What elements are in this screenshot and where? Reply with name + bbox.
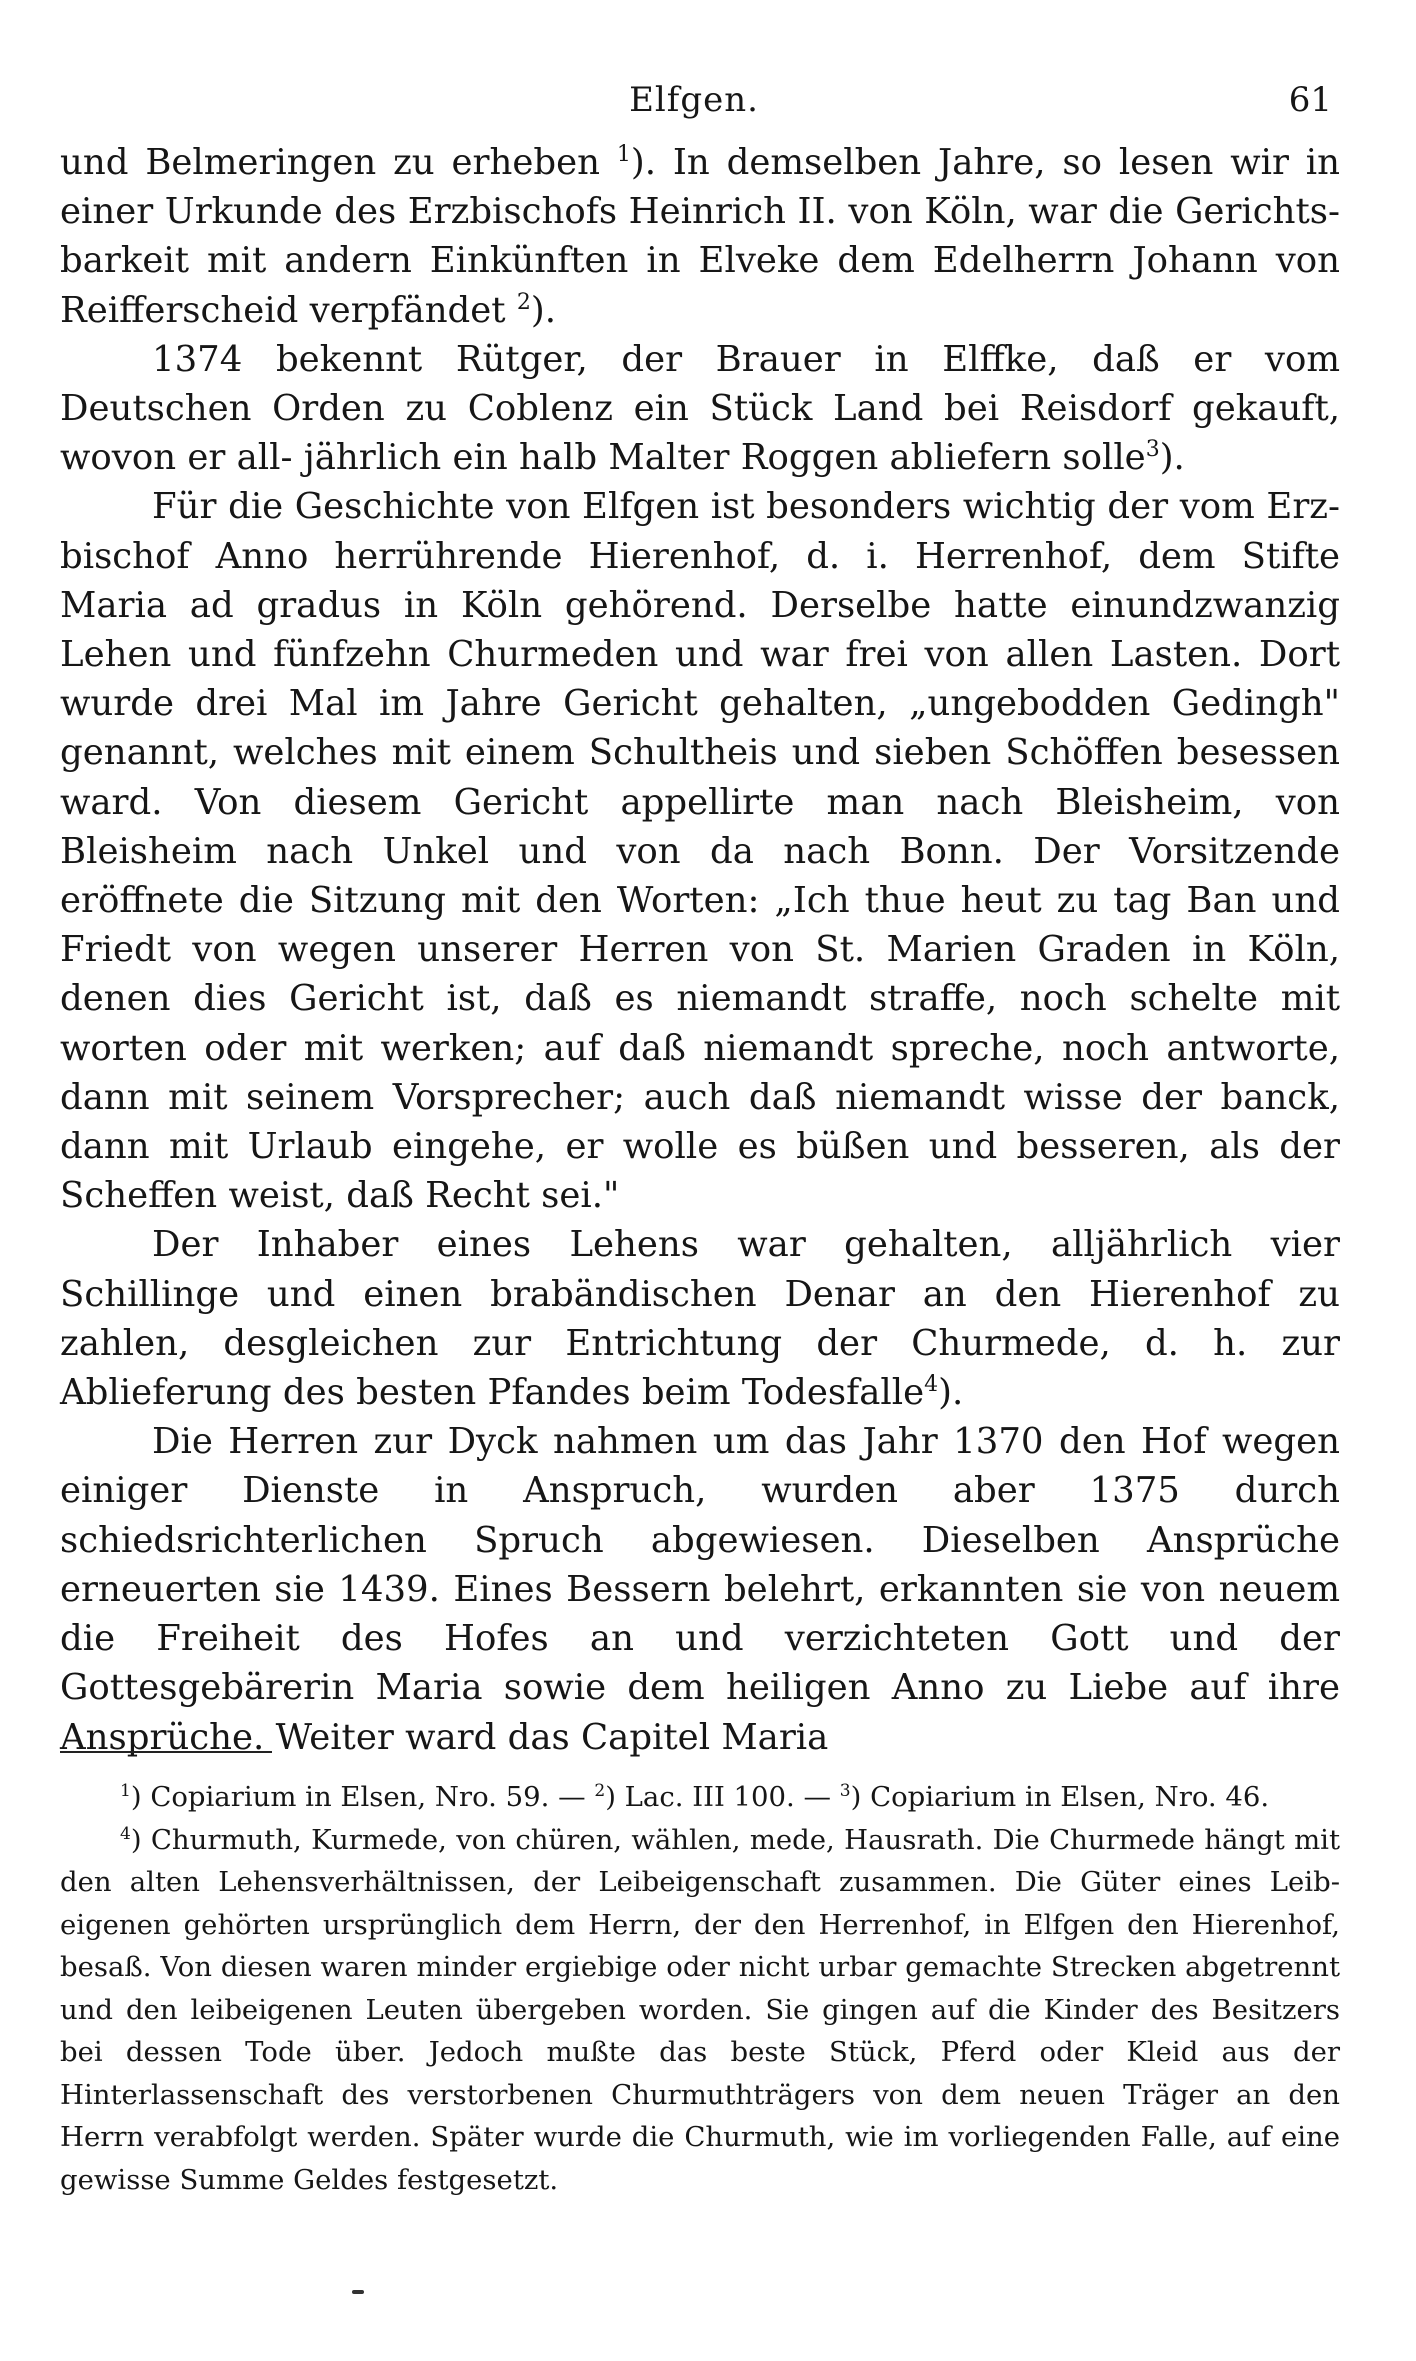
text-run: ) Copiarium in Elsen, Nro. 59. — bbox=[130, 1781, 595, 1813]
footnote-marker: 2 bbox=[594, 1780, 606, 1801]
text-run: ). bbox=[938, 1372, 964, 1414]
footnote-separator-rule bbox=[60, 1751, 272, 1753]
footnote bbox=[60, 1776, 1340, 1819]
text-run: Für die Geschichte von Elfgen ist besonders wichtig der vom Erz- bischof Anno herrührende Hierenhof, d. i. Herrenhof, dem Stifte Maria ad gradus in Köln gehörend. Derselbe hatte einundzwanzig Lehen und fünfzehn Churmeden und war frei von allen Lasten. Dort wurde drei Mal im Jahre Gericht gehalten, „ungebodden Gedingh" genannt, welches mit einem Schultheis und sieben Schöffen besessen ward. Von diesem Gericht appellirte man nach Bleisheim, von Bleisheim nach Unkel und von da nach Bonn. Der Vorsitzende eröffnete die Sitzung mit den Worten: „Ich thue heut zu tag Ban und Friedt von wegen unserer Herren von St. Marien Graden in Köln, denen dies Gericht ist, daß es niemandt straffe, noch schelte mit worten oder mit werken; auf daß niemandt spreche, noch antworte, dann mit seinem Vorsprecher; auch daß niemandt wisse der banck, dann mit Urlaub eingehe, er wolle es büßen und besseren, als der Scheffen weist, daß Recht sei." bbox=[60, 486, 1340, 1217]
print-speck bbox=[352, 2290, 364, 2294]
text-run: ). bbox=[1159, 437, 1185, 479]
text-run: ) Churmuth, Kurmede, von chüren, wählen, mede, Hausrath. Die Churmede hängt mit den alten Lehensverhältnissen, der Leibeigenschaft zusammen. Die Güter eines Leib- eigenen gehörten ursprünglich dem Herrn, der den Herrenhof, in Elfgen den Hierenhof, besaß. Von diesen waren minder ergiebige oder nicht urbar gemachte Strecken abgetrennt und den leibeigenen Leuten übergeben worden. Sie gingen auf die Kinder des Besitzers bei dessen Tode über. Jedoch mußte das beste Stück, Pferd oder Kleid aus der Hinterlassenschaft des verstorbenen Churmuthträgers von dem neuen Träger an den Herrn verabfolgt werden. Später wurde die Churmuth, wie im vorliegenden Falle, auf eine gewisse Summe Geldes festgesetzt. bbox=[60, 1823, 1340, 2196]
footnote-marker: 3 bbox=[839, 1780, 851, 1801]
footnote-marker: 1 bbox=[120, 1780, 131, 1801]
footnote-marker: 4 bbox=[924, 1372, 939, 1398]
page-header bbox=[56, 78, 1332, 122]
page-number: 61 bbox=[1288, 80, 1332, 120]
text-run: 1374 bekennt Rütger, der Brauer in Elffke, daß er vom Deutschen Orden zu Coblenz ein Stück Land bei Reisdorf gekauft, wovon er all- jährlich ein halb Malter Roggen abliefern solle bbox=[60, 338, 1340, 479]
footnotes bbox=[60, 1776, 1340, 2201]
footnote-marker: 3 bbox=[1145, 437, 1160, 463]
paragraph bbox=[60, 335, 1340, 483]
text-run: Der Inhaber eines Lehens war gehalten, alljährlich vier Schillinge und einen brabändischen Denar an den Hierenhof zu zahlen, desgleichen zur Entrichtung der Churmede, d. h. zur Ablieferung des besten Pfandes beim Todesfalle bbox=[60, 1224, 1340, 1414]
text-run: ) Copiarium in Elsen, Nro. 46. bbox=[850, 1781, 1270, 1813]
footnote-marker: 1 bbox=[616, 142, 631, 168]
footnote-marker: 4 bbox=[120, 1823, 131, 1844]
text-run: ). bbox=[530, 289, 556, 331]
footnote bbox=[60, 1819, 1340, 2202]
text-run: ). In demselben Jahre, so lesen wir in einer Urkunde des Erzbischofs Heinrich II. von Köln, war die Gerichts- barkeit mit andern Einkünften in Elveke dem Edelherrn Johann von Reifferscheid verpfändet bbox=[60, 142, 1340, 331]
paragraph bbox=[60, 1417, 1340, 1761]
running-title: Elfgen. bbox=[629, 80, 759, 120]
paragraph bbox=[60, 1220, 1340, 1417]
text-run: Die Herren zur Dyck nahmen um das Jahr 1370 den Hof wegen einiger Dienste in Anspruch, wurden aber 1375 durch schiedsrichterlichen Spruch abgewiesen. Dieselben Ansprüche erneuerten sie 1439. Eines Bessern belehrt, erkannten sie von neuem die Freiheit des Hofes an und verzichteten Gott und der Gottesgebärerin Maria sowie dem heiligen Anno zu Liebe auf ihre Ansprüche. Weiter ward das Capitel Maria bbox=[60, 1421, 1340, 1758]
paragraph bbox=[60, 138, 1340, 335]
paragraph bbox=[60, 482, 1340, 1220]
body-text bbox=[60, 138, 1340, 1762]
footnote-marker: 2 bbox=[516, 289, 531, 315]
text-run: und Belmeringen zu erheben bbox=[60, 142, 617, 183]
text-run: ) Lac. III 100. — bbox=[605, 1781, 840, 1813]
